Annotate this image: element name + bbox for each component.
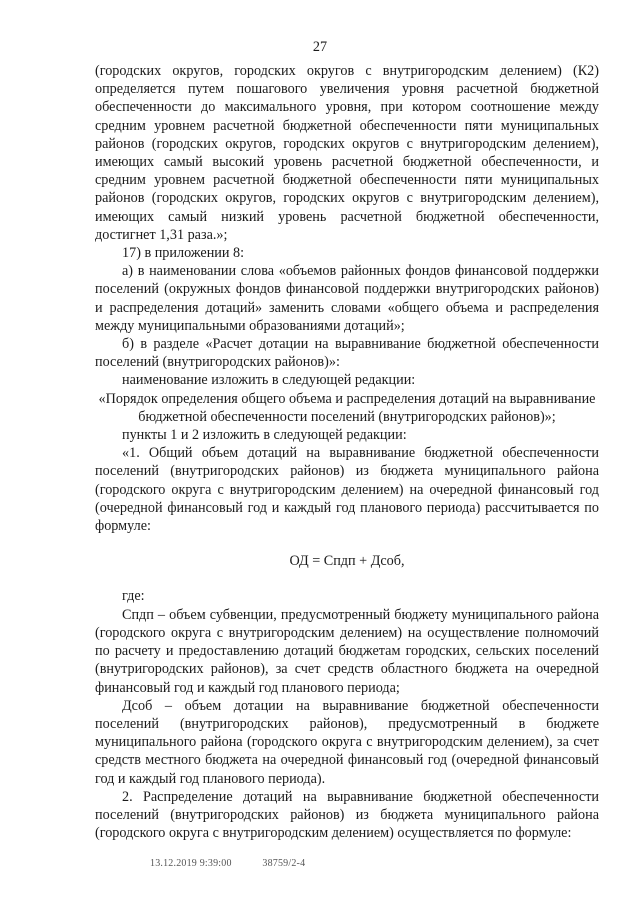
- paragraph-point-2: 2. Распределение дотаций на выравнивание бюджетной обеспеченности поселений (внутригородских районов) из бюджета муниципального района (городского округа с внутригородским делением) осуществляется по формуле:: [95, 788, 599, 842]
- footer-doc-code: 38759/2-4: [262, 858, 306, 869]
- paragraph-where: где:: [122, 588, 145, 605]
- paragraph-spdp-definition: Спдп – объем субвенции, предусмотренный бюджету муниципального района (городского округа с внутригородским делением) на осуществление полномочий по расчету и предоставлению дотаций бюджетам городских, сельских поселений (внутригородских районов), за счет средств областного бюджета на очередной финансовый год и каждый год планового периода;: [95, 606, 599, 696]
- paragraph-item-17: 17) в приложении 8:: [122, 245, 245, 262]
- paragraph-new-title: «Порядок определения общего объема и распределения дотаций на выравнивание бюджетной обеспеченности поселений (внутригородских районов)»;: [98, 390, 596, 425]
- page-number: 27: [312, 39, 328, 55]
- document-body: [95, 62, 599, 842]
- paragraph-point-1: «1. Общий объем дотаций на выравнивание бюджетной обеспеченности поселений (внутригородских районов) из бюджета муниципального района (городского округа с внутригородским делением) на очередной финансовый год (очередной финансовый год и каждый год планового периода) рассчитывается по формуле:: [95, 445, 599, 535]
- paragraph-title-instruction: наименование изложить в следующей редакции:: [122, 372, 416, 389]
- page-footer: [150, 855, 333, 873]
- paragraph-points-instruction: пункты 1 и 2 изложить в следующей редакции:: [122, 427, 407, 444]
- paragraph-k2-definition: (городских округов, городских округов с внутригородским делением) (К2) определяется путем пошагового увеличения уровня расчетной бюджетной обеспеченности до максимального уровня, при котором соотношение между средним уровнем расчетной бюджетной обеспеченности пяти муниципальных районов (городских округов, городских округов с внутригородским делением), имеющих самый высокий уровень расчетной бюджетной обеспеченности, и средним уровнем расчетной бюджетной обеспеченности пяти муниципальных районов (городских округов, городских округов с внутригородским делением), имеющих самый низкий уровень расчетной бюджетной обеспеченности, достигнет 1,31 раза.»;: [95, 63, 599, 243]
- paragraph-subitem-b: б) в разделе «Расчет дотации на выравнивание бюджетной обеспеченности поселений (внутригородских районов)»:: [95, 336, 599, 371]
- paragraph-subitem-a: а) в наименовании слова «объемов районных фондов финансовой поддержки поселений (окружных фондов финансовой поддержки внутригородских районов) и распределения дотаций» заменить словами «общего объема и распределения между муниципальными образованиями дотаций»;: [95, 263, 599, 334]
- paragraph-dsob-definition: Дсоб – объем дотации на выравнивание бюджетной обеспеченности поселений (внутригородских районов), предусмотренный в бюджете муниципального района (городского округа с внутригородским делением), за счет средств местного бюджета на очередной финансовый год (очередной финансовый год и каждый год планового периода).: [95, 697, 599, 787]
- formula-od: ОД = Спдп + Дсоб,: [289, 553, 405, 570]
- footer-timestamp: 13.12.2019 9:39:00: [150, 858, 232, 869]
